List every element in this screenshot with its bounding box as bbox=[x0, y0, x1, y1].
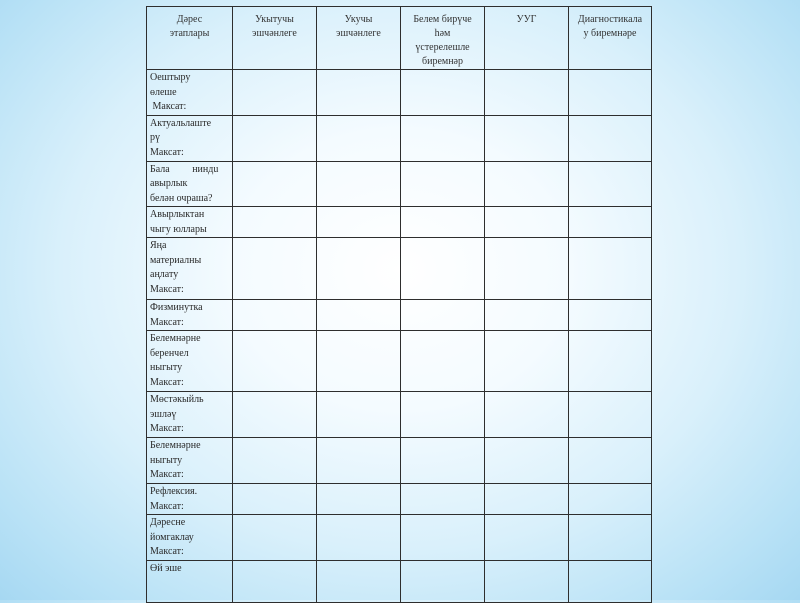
table-cell[interactable] bbox=[317, 438, 401, 484]
table-cell[interactable] bbox=[233, 300, 317, 331]
table-cell[interactable] bbox=[317, 161, 401, 207]
header-uug: УУГ bbox=[485, 7, 569, 70]
table-cell[interactable] bbox=[233, 238, 317, 300]
table-cell[interactable] bbox=[485, 115, 569, 161]
table-cell[interactable] bbox=[569, 207, 652, 238]
table-row bbox=[147, 207, 652, 238]
stage-actualization: Актуальлаште рү Максат: bbox=[147, 115, 233, 161]
stage-initial-consolidation: Белемнәрне беренчел ныгыту Максат: bbox=[147, 331, 233, 392]
table-row bbox=[147, 561, 652, 603]
table-cell[interactable] bbox=[485, 484, 569, 515]
table-cell[interactable] bbox=[317, 331, 401, 392]
table-cell[interactable] bbox=[233, 484, 317, 515]
table-cell[interactable] bbox=[317, 392, 401, 438]
table-cell[interactable] bbox=[317, 238, 401, 300]
header-lesson-stages: Дәрес этаплары bbox=[147, 7, 233, 70]
table-cell[interactable] bbox=[401, 515, 485, 561]
table-cell[interactable] bbox=[317, 561, 401, 603]
lesson-plan-table bbox=[146, 6, 652, 603]
table-cell[interactable] bbox=[401, 561, 485, 603]
table-cell[interactable] bbox=[401, 238, 485, 300]
table-cell[interactable] bbox=[317, 515, 401, 561]
table-cell[interactable] bbox=[401, 438, 485, 484]
table-cell[interactable] bbox=[401, 161, 485, 207]
table-cell[interactable] bbox=[401, 115, 485, 161]
table-cell[interactable] bbox=[569, 161, 652, 207]
table-cell[interactable] bbox=[569, 238, 652, 300]
table-cell[interactable] bbox=[569, 484, 652, 515]
stage-ways-out: Авырлыктан чыгу юллары bbox=[147, 207, 233, 238]
table-cell[interactable] bbox=[233, 70, 317, 116]
table-cell[interactable] bbox=[401, 484, 485, 515]
table-row bbox=[147, 331, 652, 392]
stage-reflection: Рефлексия. Максат: bbox=[147, 484, 233, 515]
table-cell[interactable] bbox=[569, 331, 652, 392]
table-cell[interactable] bbox=[317, 115, 401, 161]
table-cell[interactable] bbox=[317, 484, 401, 515]
table-cell[interactable] bbox=[233, 207, 317, 238]
table-cell[interactable] bbox=[569, 561, 652, 603]
table-cell[interactable] bbox=[233, 392, 317, 438]
table-cell[interactable] bbox=[569, 515, 652, 561]
table-row bbox=[147, 238, 652, 300]
table-cell[interactable] bbox=[233, 161, 317, 207]
stage-independent-work: Мөстәкыйль эшләү Максат: bbox=[147, 392, 233, 438]
stage-summary: Дәресне йомгаклау Максат: bbox=[147, 515, 233, 561]
table-cell[interactable] bbox=[401, 331, 485, 392]
table-cell[interactable] bbox=[233, 438, 317, 484]
table-cell[interactable] bbox=[317, 70, 401, 116]
table-cell[interactable] bbox=[569, 300, 652, 331]
table-row bbox=[147, 70, 652, 116]
stage-physical-break: Физминутка Максат: bbox=[147, 300, 233, 331]
header-pupil-activity: Укучы эшчәнлеге bbox=[317, 7, 401, 70]
table-cell[interactable] bbox=[569, 115, 652, 161]
stage-difficulty: Бала ниндu авырлык белән очраша? bbox=[147, 161, 233, 207]
table-cell[interactable] bbox=[233, 331, 317, 392]
table-cell[interactable] bbox=[401, 392, 485, 438]
stage-homework: Өй эше bbox=[147, 561, 233, 603]
table-row bbox=[147, 484, 652, 515]
header-developmental-tasks: Белем бирүче һәм үстерелешле биремнәр bbox=[401, 7, 485, 70]
stage-consolidation: Белемнәрне ныгыту Максат: bbox=[147, 438, 233, 484]
table-cell[interactable] bbox=[317, 300, 401, 331]
table-row bbox=[147, 115, 652, 161]
table-cell[interactable] bbox=[485, 207, 569, 238]
table-cell[interactable] bbox=[233, 115, 317, 161]
table-row bbox=[147, 161, 652, 207]
stage-organizational: Оештыру өлеше Максат: bbox=[147, 70, 233, 116]
header-diagnostic-tasks: Диагностикала у биремнәре bbox=[569, 7, 652, 70]
table-cell[interactable] bbox=[485, 561, 569, 603]
table-cell[interactable] bbox=[485, 392, 569, 438]
header-teacher-activity: Укытучы эшчәнлеге bbox=[233, 7, 317, 70]
table-cell[interactable] bbox=[485, 438, 569, 484]
table-cell[interactable] bbox=[485, 161, 569, 207]
table-cell[interactable] bbox=[485, 331, 569, 392]
table-cell[interactable] bbox=[233, 515, 317, 561]
table-row bbox=[147, 515, 652, 561]
header-row bbox=[147, 7, 652, 70]
table-cell[interactable] bbox=[401, 207, 485, 238]
stage-new-material: Яңа материалны аңлату Максат: bbox=[147, 238, 233, 300]
table-cell[interactable] bbox=[569, 70, 652, 116]
table-row bbox=[147, 438, 652, 484]
table-cell[interactable] bbox=[569, 392, 652, 438]
table-cell[interactable] bbox=[485, 238, 569, 300]
table-cell[interactable] bbox=[401, 70, 485, 116]
lesson-plan-table-container bbox=[146, 6, 651, 589]
table-row bbox=[147, 300, 652, 331]
table-cell[interactable] bbox=[401, 300, 485, 331]
table-row bbox=[147, 392, 652, 438]
table-cell[interactable] bbox=[485, 70, 569, 116]
table-cell[interactable] bbox=[317, 207, 401, 238]
table-cell[interactable] bbox=[485, 300, 569, 331]
table-cell[interactable] bbox=[233, 561, 317, 603]
table-cell[interactable] bbox=[569, 438, 652, 484]
table-cell[interactable] bbox=[485, 515, 569, 561]
